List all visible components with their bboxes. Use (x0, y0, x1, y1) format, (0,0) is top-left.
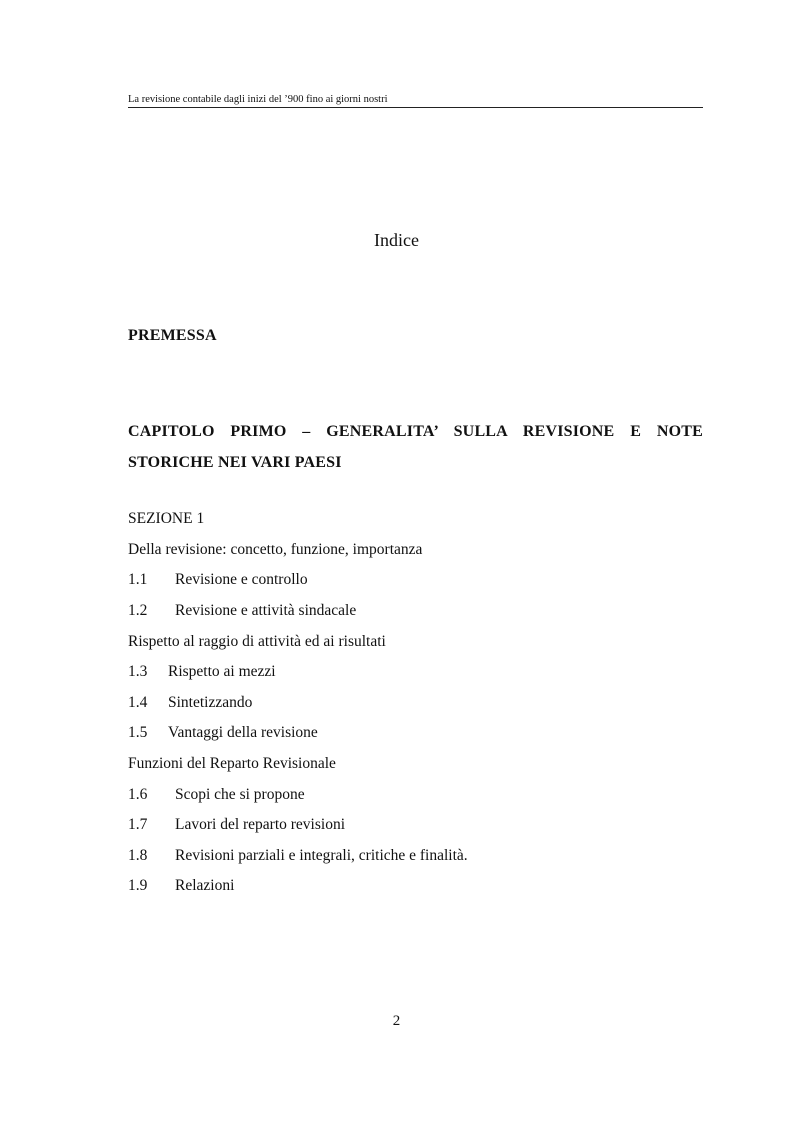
section-subtitle: Della revisione: concetto, funzione, importanza (128, 541, 423, 558)
premessa-heading: PREMESSA (128, 327, 217, 344)
running-header: La revisione contabile dagli inizi del ’900 fino ai giorni nostri (128, 94, 703, 108)
toc-entry-number: 1.6 (128, 786, 148, 803)
toc-subheading-raggio: Rispetto al raggio di attività ed ai risultati (128, 633, 386, 650)
toc-entry-number: 1.5 (128, 724, 148, 741)
toc-entry-text: Sintetizzando (168, 694, 253, 711)
section-label: SEZIONE 1 (128, 510, 205, 527)
toc-entry-number: 1.8 (128, 847, 148, 864)
chapter-heading: CAPITOLO PRIMO – GENERALITA’ SULLA REVISIONE E NOTE STORICHE NEI VARI PAESI (128, 423, 703, 471)
toc-entry-number: 1.2 (128, 602, 148, 619)
toc-entry-text: Vantaggi della revisione (168, 724, 318, 741)
toc-entry-text: Revisione e controllo (175, 571, 308, 588)
toc-entry-1-6 (128, 785, 305, 805)
toc-entry-1-3 (128, 662, 276, 682)
toc-entry-text: Lavori del reparto revisioni (175, 816, 346, 833)
page-number: 2 (392, 1013, 401, 1029)
toc-entry-number: 1.7 (128, 816, 148, 833)
toc-entry-text: Relazioni (175, 877, 235, 894)
toc-entry-text: Rispetto ai mezzi (168, 663, 276, 680)
toc-entry-1-1 (128, 570, 308, 590)
toc-entry-number: 1.9 (128, 877, 148, 894)
toc-entry-text: Revisione e attività sindacale (175, 602, 357, 619)
toc-entry-number: 1.4 (128, 694, 148, 711)
toc-entry-1-5 (128, 723, 318, 743)
toc-entry-number: 1.3 (128, 663, 148, 680)
toc-entry-1-9 (128, 876, 234, 896)
toc-entry-text: Revisioni parziali e integrali, critiche e finalità. (175, 847, 468, 864)
toc-subheading-funzioni: Funzioni del Reparto Revisionale (128, 755, 336, 772)
toc-entry-1-4 (128, 693, 252, 713)
toc-entry-1-8 (128, 846, 468, 866)
toc-entry-text: Scopi che si propone (175, 786, 305, 803)
page-title: Indice (374, 230, 419, 250)
toc-entry-number: 1.1 (128, 571, 148, 588)
toc-entry-1-2 (128, 601, 356, 621)
toc-entry-1-7 (128, 815, 345, 835)
